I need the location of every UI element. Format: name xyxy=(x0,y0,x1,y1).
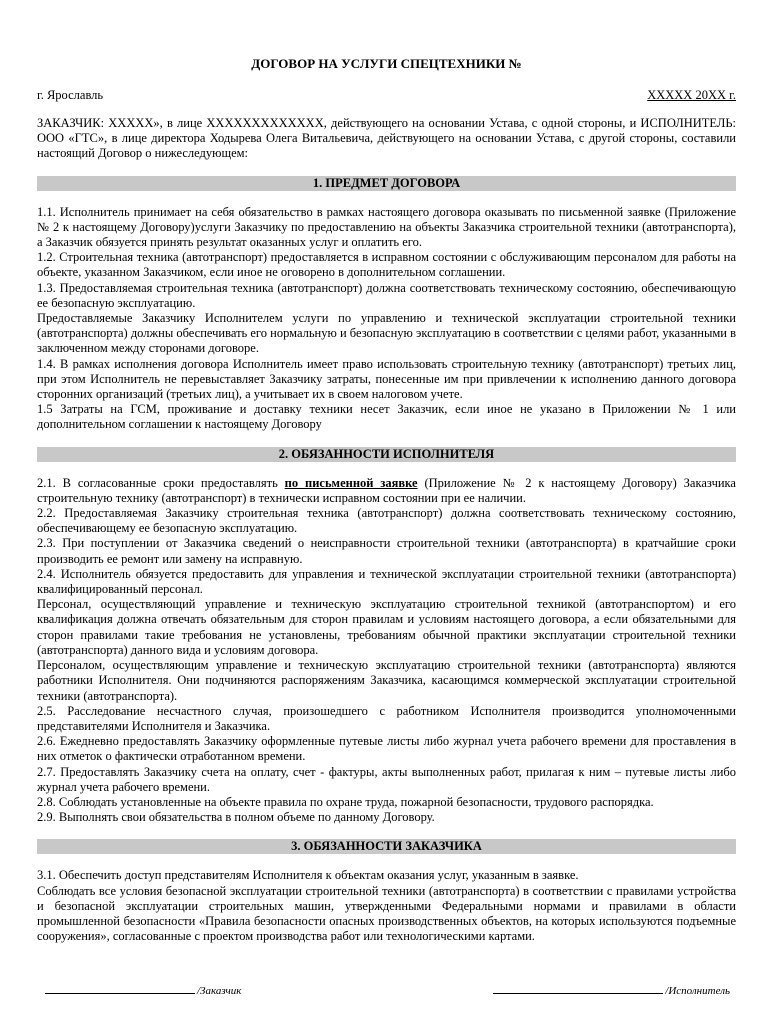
customer-signature-line xyxy=(45,984,195,994)
city-date-row xyxy=(37,88,736,103)
clause-2-5: 2.5. Расследование несчастного случая, произошедшего с работником Исполнителя производится уполномоченными представителями Исполнителя и Заказчика. xyxy=(37,703,736,733)
clause-2-8: 2.8. Соблюдать установленные на объекте правила по охране труда, пожарной безопасности, трудового распорядка. xyxy=(37,794,654,809)
clause-2-4-personnel: Персонал, осуществляющий управление и техническую эксплуатацию строительной техникой (автотранспортом) и его квалификация должна отвечать обязательным для сторон правилам и условиям настоящего договора, а если обязательными для сторон правилами такие требования не установлены, требованиям обычной практики эксплуатации строительной техники (автотранспорта) данного вида и условиям договора. xyxy=(37,597,736,657)
clause-2-7: 2.7. Предоставлять Заказчику счета на оплату, счет - фактуры, акты выполненных работ, прилагая к ним – путевые листы либо журнал учета рабочего времени. xyxy=(37,764,736,794)
customer-signature xyxy=(45,984,241,998)
clause-2-2: 2.2. Предоставляемая Заказчику строительная техника (автотранспорт) должна соответствовать техническому состоянию, обеспечивающему ее безопасную эксплуатацию. xyxy=(37,506,736,536)
clause-2-1-emphasis: по письменной заявке xyxy=(284,475,418,490)
contract-page xyxy=(37,56,736,944)
clause-3-1-cont: Соблюдать все условия безопасной эксплуатации строительной техники (автотранспорта) в соответствии с правилами устройства и безопасной эксплуатации строительных машин, утвержденными Федеральными нормами и правилами в области промышленной безопасности «Правила безопасности опасных производственных объектов, на которых используются подъемные сооружения», согласованные с проектом производства работ или технологическими картами. xyxy=(37,883,736,944)
signature-row xyxy=(45,984,730,998)
clause-1-1: 1.1. Исполнитель принимает на себя обязательство в рамках настоящего договора оказывать по письменной заявке (Приложение № 2 к настоящему Договору)услуги Заказчику по предоставлению на объекты Заказчика строительной техники (автотранспорта), а Заказчик обязуется принять результат оказанных услуг и оплатить его. xyxy=(37,204,736,250)
contract-date: XXXXX 20XX г. xyxy=(647,88,736,102)
clause-2-4-staff: Персоналом, осуществляющим управление и техническую эксплуатацию строительной техники (автотранспорта) являются работники Исполнителя. Они подчиняются распоряжениям Заказчика, касающимся коммерческой эксплуатации строительной техники (автотранспорта). xyxy=(37,658,736,703)
clause-1-4: 1.4. В рамках исполнения договора Исполнитель имеет право использовать строительную технику (автотранспорт) третьих лиц, при этом Исполнитель не перевыставляет Заказчику затраты, понесенные им при привлечении к исполнению данного договора сторонних организаций (третьих лиц), а учитывает их в своем налоговом учете. xyxy=(37,356,736,402)
clause-3-1: 3.1. Обеспечить доступ представителям Исполнителя к объектам оказания услуг, указанным в заявке. xyxy=(37,868,579,883)
clause-2-1-start: 2.1. В согласованные сроки предоставлять xyxy=(37,475,285,490)
customer-signature-label: /Заказчик xyxy=(197,985,242,997)
clause-1-5: 1.5 Затраты на ГСМ, проживание и доставку техники несет Заказчик, если иное не указано в Приложении № 1 или дополнительном соглашении к настоящему Договору xyxy=(37,402,736,432)
clause-2-1 xyxy=(37,476,736,506)
city: г. Ярославль xyxy=(37,88,104,102)
clause-1-3-cont: Предоставляемые Заказчику Исполнителем услуги по управлению и технической эксплуатации строительной техники (автотранспорта) должны обеспечивать его нормальную и безопасную эксплуатацию в соответствии с целями работ, указанными в заключенном между сторонами договоре. xyxy=(37,311,736,356)
clause-2-9: 2.9. Выполнять свои обязательства в полном объеме по данному Договору. xyxy=(37,810,435,825)
clause-1-3: 1.3. Предоставляемая строительная техника (автотранспорт) должна соответствовать техническому состоянию, обеспечивающую ее безопасную эксплуатацию. xyxy=(37,280,736,310)
clause-2-6: 2.6. Ежедневно предоставлять Заказчику оформленные путевые листы либо журнал учета рабочего времени для проставления в них отметок о фактически отработанном времени. xyxy=(37,734,736,764)
contractor-signature-label: /Исполнитель xyxy=(665,985,730,997)
section-2-heading: 2. ОБЯЗАННОСТИ ИСПОЛНИТЕЛЯ xyxy=(37,447,736,462)
clause-2-3: 2.3. При поступлении от Заказчика сведений о неисправности строительной техники (автотранспорта) в кратчайшие сроки производить ее ремонт или замену на исправную. xyxy=(37,536,736,566)
section-1-heading: 1. ПРЕДМЕТ ДОГОВОРА xyxy=(37,176,736,191)
contractor-signature xyxy=(493,984,730,998)
section-3-heading: 3. ОБЯЗАННОСТИ ЗАКАЗЧИКА xyxy=(37,839,736,854)
preamble: ЗАКАЗЧИК: XXXXX», в лице XXXXXXXXXXXXX, действующего на основании Устава, с одной стороны, и ИСПОЛНИТЕЛЬ: ООО «ГТС», в лице директора Ходырева Олега Витальевича, действующего на основании Устава, с другой стороны, составили настоящий Договор о нижеследующем: xyxy=(37,116,736,161)
clause-1-2: 1.2. Строительная техника (автотранспорт) предоставляется в исправном состоянии с обслуживающим персоналом для работы на объекте, указанном Заказчиком, если иное не оговорено в дополнительном соглашении. xyxy=(37,250,736,280)
document-title: ДОГОВОР НА УСЛУГИ СПЕЦТЕХНИКИ № xyxy=(251,56,522,71)
contractor-signature-line xyxy=(493,984,663,994)
clause-2-1-end: (Приложение № 2 к настоящему Договору) Заказчика строительную технику (автотранспорт) в технически исправном состоянии при ее наличии. xyxy=(37,475,736,505)
clause-2-4: 2.4. Исполнитель обязуется предоставить для управления и технической эксплуатации строительной техники (автотранспорта) квалифицированный персонал. xyxy=(37,566,736,597)
